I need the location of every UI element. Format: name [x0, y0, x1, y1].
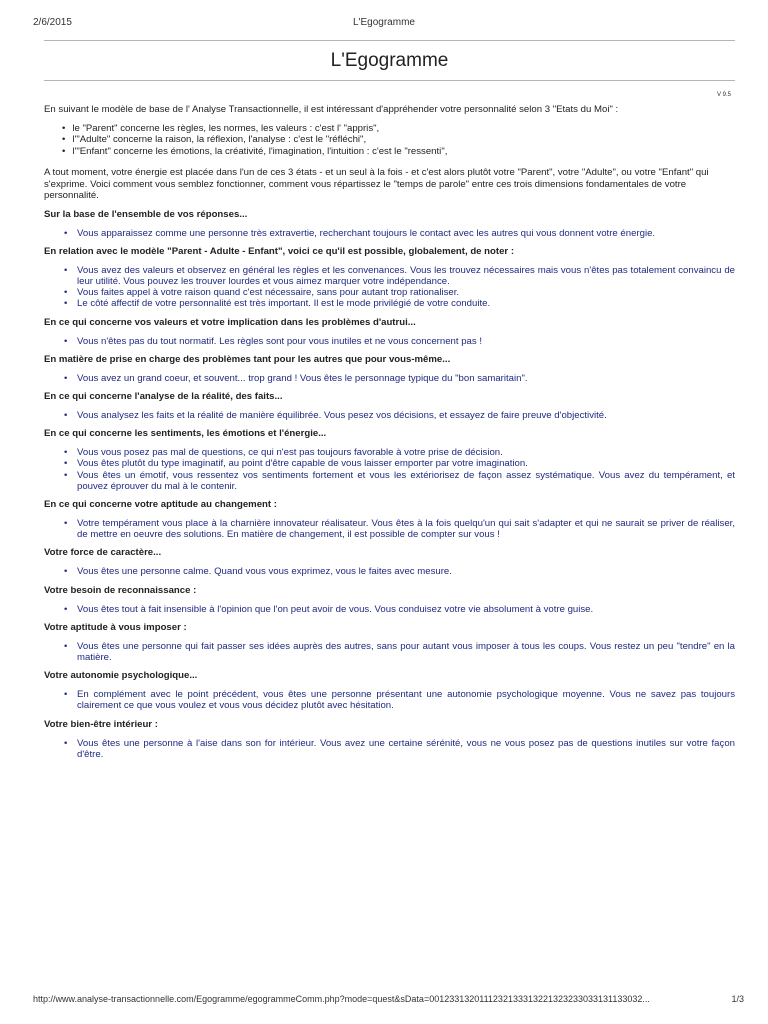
section-heading: En ce qui concerne les sentiments, les émotions et l'énergie... [44, 428, 327, 440]
section-item-list [64, 447, 735, 492]
section-heading: Votre aptitude à vous imposer : [44, 621, 187, 633]
title-top-rule [44, 40, 735, 41]
section-item-list [64, 518, 735, 540]
section-item: • Vous êtes un émotif, vous ressentez vos sentiments fortement et vous les extériorisez de façon assez systématique. Vous avez du tempérament, et pouvez éprouver du mal à le contenir. [64, 470, 735, 492]
section-item: • Vous faites appel à votre raison quand c'est nécessaire, sans pour autant trop rationaliser. [64, 287, 735, 298]
document-title: L'Egogramme [330, 50, 449, 71]
result-section [44, 670, 735, 711]
section-item: • Vous êtes une personne qui fait passer ses idées auprès des autres, sans pour autant vous imposer à tous les coups. Vous restez un peu "tendre" en la matière. [64, 641, 735, 663]
intro-text: En suivant le modèle de base de l' Analyse Transactionnelle, il est intéressant d'appréhender votre personnalité selon 3 "Etats du Moi" : [44, 104, 619, 115]
section-item-list [64, 738, 735, 760]
section-heading: En ce qui concerne l'analyse de la réalité, des faits... [44, 390, 283, 402]
print-date: 2/6/2015 [33, 17, 72, 28]
section-item-list [64, 336, 735, 347]
intro-item-parent: • le "Parent" concerne les règles, les normes, les valeurs : c'est l' "appris", [62, 123, 735, 135]
section-item: • Vous êtes plutôt du type imaginatif, au point d'être capable de vous laisser emporter par votre imagination. [64, 458, 735, 469]
section-item: • Vous êtes une personne calme. Quand vous vous exprimez, vous le faites avec mesure. [64, 566, 735, 577]
result-section [44, 209, 735, 239]
result-section [44, 499, 735, 540]
section-item: • Votre tempérament vous place à la charnière innovateur réalisateur. Vous êtes à la fois quelqu'un qui sait s'adapter et qui ne saurait se priver de réaliser, de mettre en oeuvre des solutions. En matière de changement, il est possible de compter sur vous ! [64, 518, 735, 540]
section-item: • Vous analysez les faits et la réalité de manière équilibrée. Vous pesez vos décisions, et essayez de faire preuve d'objectivité. [64, 410, 735, 421]
intro-item-adulte: • l'"Adulte" concerne la raison, la réflexion, l'analyse : c'est le "réfléchi", [62, 134, 735, 146]
section-item-list [64, 373, 735, 384]
result-section [44, 547, 735, 577]
section-heading: Votre besoin de reconnaissance : [44, 584, 197, 596]
document-page [44, 40, 735, 760]
sections-container [44, 209, 735, 760]
section-item-list [64, 641, 735, 663]
section-heading: En ce qui concerne votre aptitude au changement : [44, 498, 277, 510]
result-section [44, 317, 735, 347]
section-heading: En ce qui concerne vos valeurs et votre implication dans les problèmes d'autrui... [44, 316, 416, 328]
section-heading: Votre bien-être intérieur : [44, 718, 158, 730]
section-item-list [64, 410, 735, 421]
section-heading: Votre autonomie psychologique... [44, 670, 198, 682]
section-item-list [64, 228, 735, 239]
section-item-list [64, 604, 735, 615]
intro-list [62, 123, 735, 158]
result-section [44, 354, 735, 384]
section-item-list [64, 689, 735, 711]
section-heading: En matière de prise en charge des problèmes tant pour les autres que pour vous-même... [44, 353, 451, 365]
intro-item-enfant: • l'"Enfant" concerne les émotions, la créativité, l'imagination, l'intuition : c'est le "ressenti", [62, 146, 735, 158]
section-item: • Le côté affectif de votre personnalité est très important. Il est le mode privilégié de votre conduite. [64, 298, 735, 309]
print-footer [33, 994, 744, 1006]
section-heading: En relation avec le modèle "Parent - Adulte - Enfant", voici ce qu'il est possible, globalement, de noter : [44, 245, 515, 257]
result-section [44, 719, 735, 760]
section-item-list [64, 265, 735, 310]
result-section [44, 391, 735, 421]
result-section [44, 428, 735, 492]
section-item: • Vous êtes tout à fait insensible à l'opinion que l'on peut avoir de vous. Vous conduisez votre vie absolument à votre guise. [64, 604, 735, 615]
section-item-list [64, 566, 735, 577]
section-heading: Sur la base de l'ensemble de vos réponses... [44, 208, 248, 220]
section-item: • Vous avez un grand coeur, et souvent... trop grand ! Vous êtes le personnage typique du "bon samaritain". [64, 373, 735, 384]
result-section [44, 246, 735, 310]
title-bottom-rule [44, 80, 735, 81]
section-item: • Vous apparaissez comme une personne très extravertie, recherchant toujours le contact avec les autres qui vous donnent votre énergie. [64, 228, 735, 239]
footer-url: http://www.analyse-transactionnelle.com/Egogramme/egogrammeComm.php?mode=quest&sData=00123313201112321333132213232330331311330​32... [33, 994, 650, 1004]
print-header [33, 17, 735, 31]
energy-paragraph: A tout moment, votre énergie est placée dans l'un de ces 3 états - et un seul à la fois - et c'est alors plutôt votre "Parent", votre "Adulte", ou votre "Enfant" qui s'exprime. Voici comment vous semblez fonctionner, comment vous répartissez le "temps de parole" entre ces trois dimensions fondamentales de votre personnalité. [44, 167, 709, 201]
footer-page-number: 1/3 [731, 994, 744, 1004]
section-item: • En complément avec le point précédent, vous êtes une personne présentant une autonomie psychologique moyenne. Vous ne savez pas toujours clairement ce que vous voulez et vous vous décidez plutôt avec hésitation. [64, 689, 735, 711]
version-label: V 9.5 [716, 92, 731, 98]
section-item: • Vous n'êtes pas du tout normatif. Les règles sont pour vous inutiles et ne vous concernent pas ! [64, 336, 735, 347]
result-section [44, 585, 735, 615]
result-section [44, 622, 735, 663]
section-item: • Vous êtes une personne à l'aise dans son for intérieur. Vous avez une certaine sérénité, vous ne vous posez pas de questions inutiles sur votre façon d'être. [64, 738, 735, 760]
section-item: • Vous vous posez pas mal de questions, ce qui n'est pas toujours favorable à votre prise de décision. [64, 447, 735, 458]
section-heading: Votre force de caractère... [44, 547, 162, 559]
print-page-title: L'Egogramme [353, 17, 415, 28]
section-item: • Vous avez des valeurs et observez en général les règles et les convenances. Vous les trouvez nécessaires mais vous n'êtes pas totalement convaincu de leur utilité. Vous pouvez les trouver lourdes et vous aimez marquer votre indépendance. [64, 265, 735, 287]
